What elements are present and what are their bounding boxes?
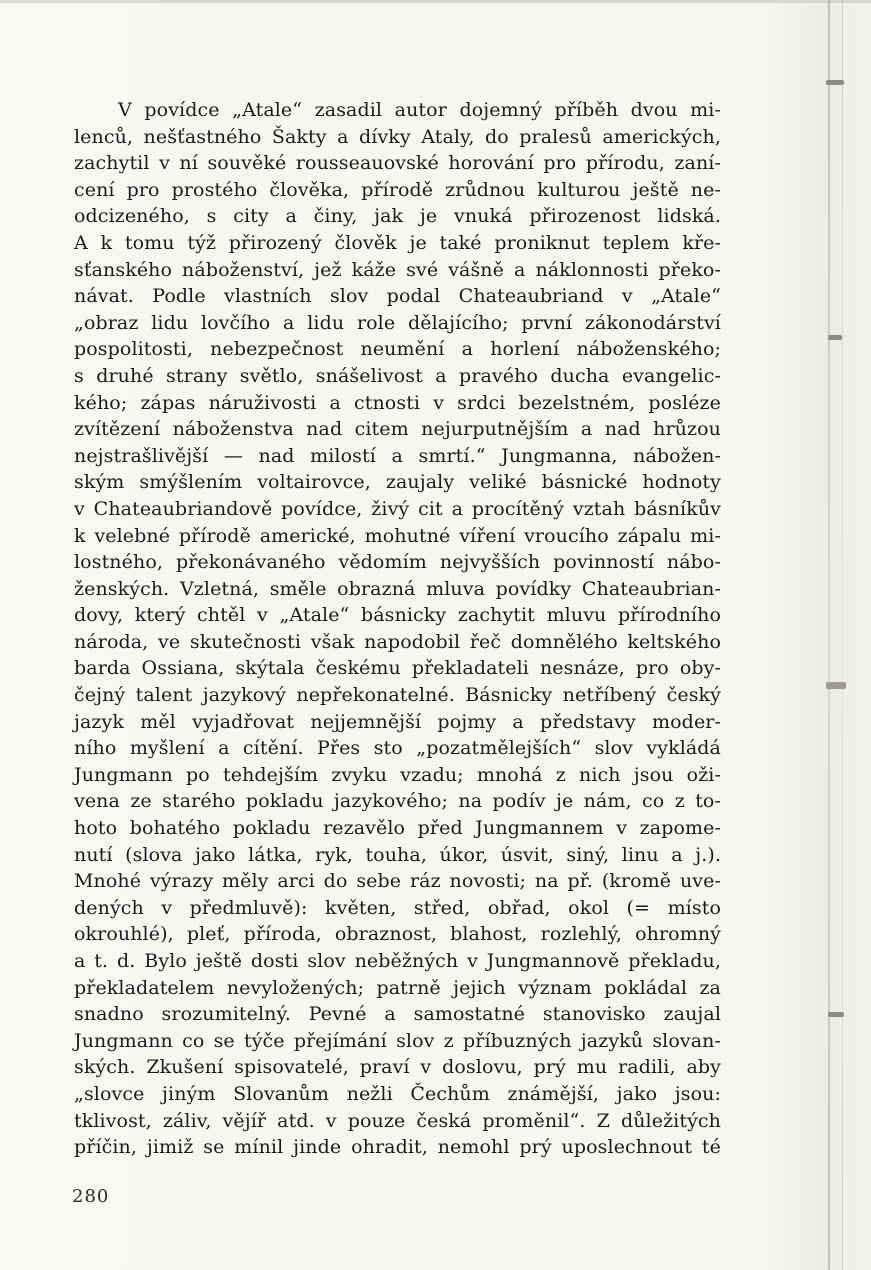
page-number: 280 <box>72 1186 110 1207</box>
text-line: „obraz lidu lovčího a lidu role dělajícího; první zákonodárství <box>74 311 721 334</box>
binding-stitch <box>826 682 846 689</box>
text-line: A k tomu týž přirozený člověk je také proniknut teplem kře- <box>74 231 721 254</box>
text-line: dovy, který chtěl v „Atale“ básnicky zachytit mluvu přírodního <box>74 604 721 627</box>
text-line: v Chateaubriandově povídce, živý cit a procítěný vztah básníkův <box>74 497 721 520</box>
crease-line <box>842 0 843 1270</box>
text-line: příčin, jimiž se mínil jinde ohradit, nemohl prý uposlechnout té <box>74 1136 721 1159</box>
text-line: zvítězení náboženstva nad citem nejurputnějším a nad hrůzou <box>74 418 721 441</box>
text-line: odcizeného, s city a činy, jak je vnuká přirozenost lidská. <box>74 205 721 228</box>
text-line: pospolitosti, nebezpečnost neumění a horlení náboženského; <box>74 338 721 361</box>
text-line: hoto bohatého pokladu rezavělo před Jungmannem v zapome- <box>74 817 721 840</box>
text-line: snadno srozumitelný. Pevné a samostatné stanovisko zaujal <box>74 1003 721 1026</box>
text-line: okrouhlé), pleť, příroda, obraznost, blahost, rozlehlý, ohromný <box>74 923 721 946</box>
text-line: čejný talent jazykový nepřekonatelné. Básnicky netříbený český <box>74 684 721 707</box>
binding-crease <box>818 0 871 1270</box>
crease-line <box>828 0 830 1270</box>
body-text <box>74 97 721 1161</box>
text-line: V povídce „Atale“ zasadil autor dojemný příběh dvou mi- <box>118 99 721 121</box>
text-line: cení pro prostého člověka, přírodě zrůdnou kulturou ještě ne- <box>74 178 721 201</box>
text-line: Jungmann po tehdejším zvyku vzadu; mnohá z nich jsou oži- <box>74 763 721 786</box>
text-line: nejstrašlivější — nad milostí a smrtí.“ Jungmanna, nábožen- <box>74 444 721 467</box>
text-line: Mnohé výrazy měly arci do sebe ráz novosti; na př. (kromě uve- <box>74 870 721 893</box>
binding-stitch <box>826 80 844 85</box>
page-top-edge <box>0 0 871 3</box>
text-line: „slovce jiným Slovanům nežli Čechům známější, jako jsou: <box>74 1082 721 1105</box>
text-line: a t. d. Bylo ještě dosti slov neběžných v Jungmannově překladu, <box>74 950 721 972</box>
binding-stitch <box>828 1012 844 1017</box>
text-line: národa, ve skutečnosti však napodobil řeč domnělého keltského <box>74 630 721 653</box>
text-line: nutí (slova jako látka, ryk, touha, úkor, úsvit, siný, linu a j.). <box>74 843 721 866</box>
binding-stitch <box>828 335 842 340</box>
text-line: vena ze starého pokladu jazykového; na podív je nám, co z to- <box>74 790 721 813</box>
text-line: dených v předmluvě): květen, střed, obřad, okol (= místo <box>74 896 721 919</box>
text-line: lenců, nešťastného Šakty a dívky Ataly, do pralesů amerických, <box>74 125 721 148</box>
text-line: zachytil v ní souvěké rousseauovské horování pro přírodu, zaní- <box>74 152 721 175</box>
text-line: ských. Zkušení spisovatelé, praví v doslovu, prý mu radili, aby <box>74 1056 721 1079</box>
text-line: návat. Podle vlastních slov podal Chateaubriand v „Atale“ <box>74 285 721 308</box>
text-line: k velebné přírodě americké, mohutné víření vroucího zápalu mi- <box>74 524 721 547</box>
text-line: ženských. Vzletná, směle obrazná mluva povídky Chateaubrian- <box>74 577 721 600</box>
text-line: ního myšlení a cítění. Přes sto „pozatmělejších“ slov vykládá <box>74 737 721 760</box>
text-line: překladatelem nevyložených; patrně jejich význam pokládal za <box>74 976 721 999</box>
text-line: barda Ossiana, skýtala českému překladateli nesnáze, pro oby- <box>74 657 721 680</box>
text-line: tklivost, záliv, vějíř atd. v pouze česká proměnil“. Z důležitých <box>74 1109 721 1132</box>
text-line: lostného, překonávaného vědomím nejvyšších povinností nábo- <box>74 551 721 574</box>
text-line: jazyk měl vyjadřovat nejjemnější pojmy a představy moder- <box>74 710 721 733</box>
text-line: ským smýšlením voltairovce, zaujaly veliké básnické hodnoty <box>74 471 721 494</box>
text-line: kého; zápas náruživosti a ctnosti v srdci bezelstném, posléze <box>74 391 721 414</box>
text-line: Jungmann co se týče přejímání slov z příbuzných jazyků slovan- <box>74 1029 721 1052</box>
text-line: s druhé strany světlo, snášelivost a pravého ducha evangelic- <box>74 364 721 387</box>
text-line: sťanského náboženství, jež káže své vášně a náklonnosti překo- <box>74 258 721 281</box>
